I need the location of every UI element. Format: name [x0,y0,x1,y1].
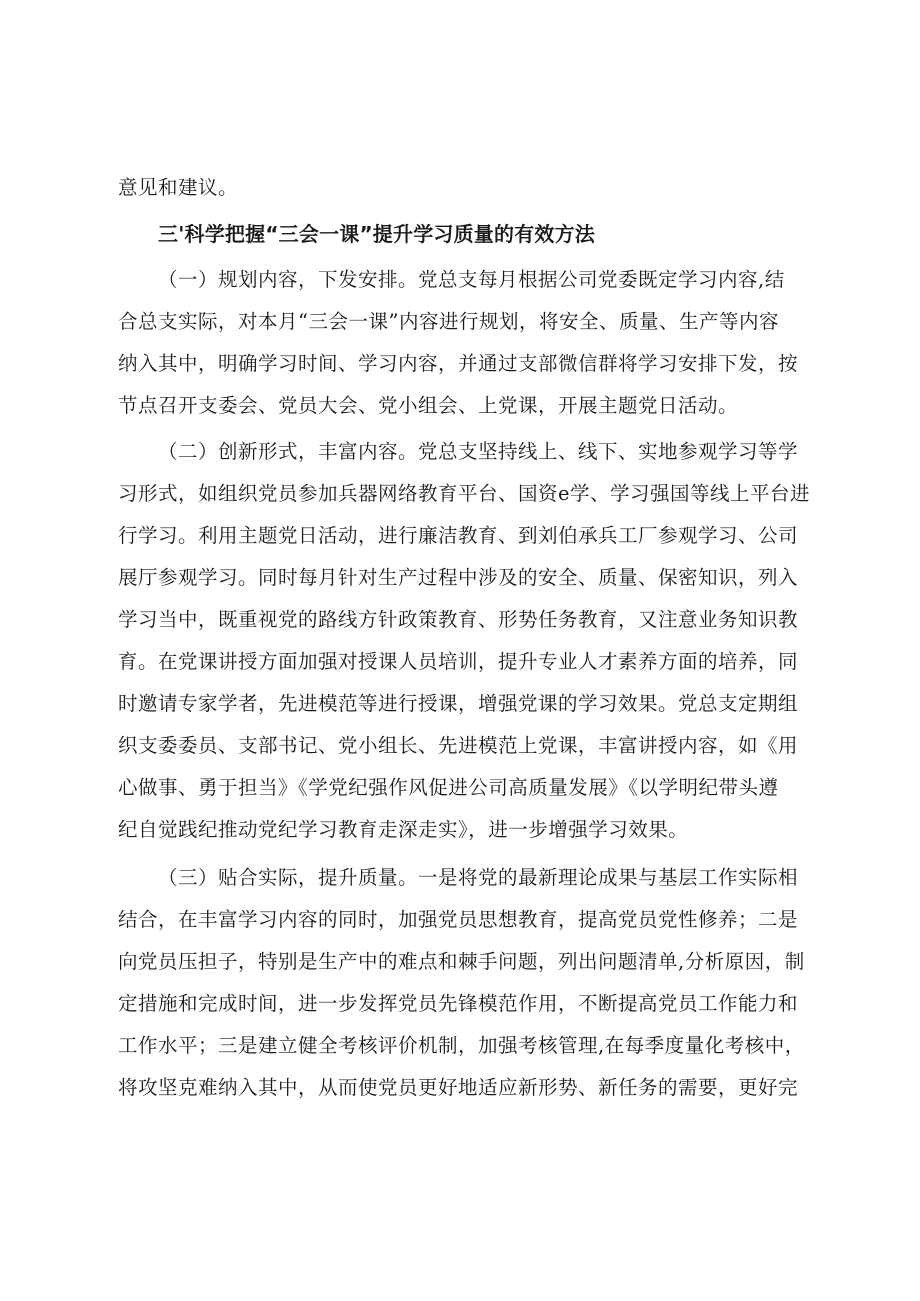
paragraph-1-line: 节点召开支委会、党员大会、党小组会、上党课，开展主题党日活动。 [118,394,739,417]
paragraph-2-line: 心做事、勇于担当》《学党纪强作风促进公司高质量发展》《以学明纪带头遵 [118,776,779,799]
text-line: 意见和建议。 [118,176,239,199]
paragraph-3-line: 定措施和完成时间，进一步发挥党员先锋模范作用，不断提高党员工作能力和 [118,992,799,1015]
paragraph-1-line: （一）规划内容，下发安排。党总支每月根据公司党委既定学习内容,结 [158,268,785,291]
paragraph-2-line: 时邀请专家学者，先进模范等进行授课，增强党课的学习效果。党总支定期组 [118,692,799,715]
paragraph-1-line: 合总支实际，对本月“三会一课”内容进行规划，将安全、质量、生产等内容 [118,310,779,333]
paragraph-3-line: （三）贴合实际，提升质量。一是将党的最新理论成果与基层工作实际相 [158,866,799,889]
paragraph-2-line: 展厅参观学习。同时每月针对生产过程中涉及的安全、质量、保密知识，列入 [118,566,799,589]
paragraph-3-line: 向党员压担子，特别是生产中的难点和棘手问题，列出问题清单,分析原因，制 [118,950,805,973]
paragraph-3-line: 结合，在丰富学习内容的同时，加强党员思想教育，提高党员党性修养；二是 [118,908,799,931]
paragraph-3-line: 将攻坚克难纳入其中，从而使党员更好地适应新形势、新任务的需要，更好完 [118,1076,799,1099]
paragraph-1-line: 纳入其中，明确学习时间、学习内容，并通过支部微信群将学习安排下发，按 [118,352,799,375]
paragraph-2-line: 纪自觉践纪推动党纪学习教育走深走实》，进一步增强学习效果。 [118,818,689,841]
paragraph-2-line: 育。在党课讲授方面加强对授课人员培训，提升专业人才素养方面的培养，同 [118,650,799,673]
paragraph-2-line: 织支委委员、支部书记、党小组长、先进模范上党课，丰富讲授内容，如《用 [118,734,799,757]
paragraph-2-line: （二）创新形式，丰富内容。党总支坚持线上、线下、实地参观学习等学 [158,440,799,463]
paragraph-2-line: 行学习。利用主题党日活动，进行廉洁教育、到刘伯承兵工厂参观学习、公司 [118,524,799,547]
section-heading: 三'科学把握“三会一课”提升学习质量的有效方法 [158,222,596,246]
paragraph-3-line: 工作水平；三是建立健全考核评价机制，加强考核管理,在每季度量化考核中， [118,1034,805,1057]
paragraph-2-line: 习形式，如组织党员参加兵器网络教育平台、国资e学、学习强国等线上平台进 [118,482,811,505]
paragraph-2-line: 学习当中，既重视党的路线方针政策教育、形势任务教育，又注意业务知识教 [118,608,799,631]
